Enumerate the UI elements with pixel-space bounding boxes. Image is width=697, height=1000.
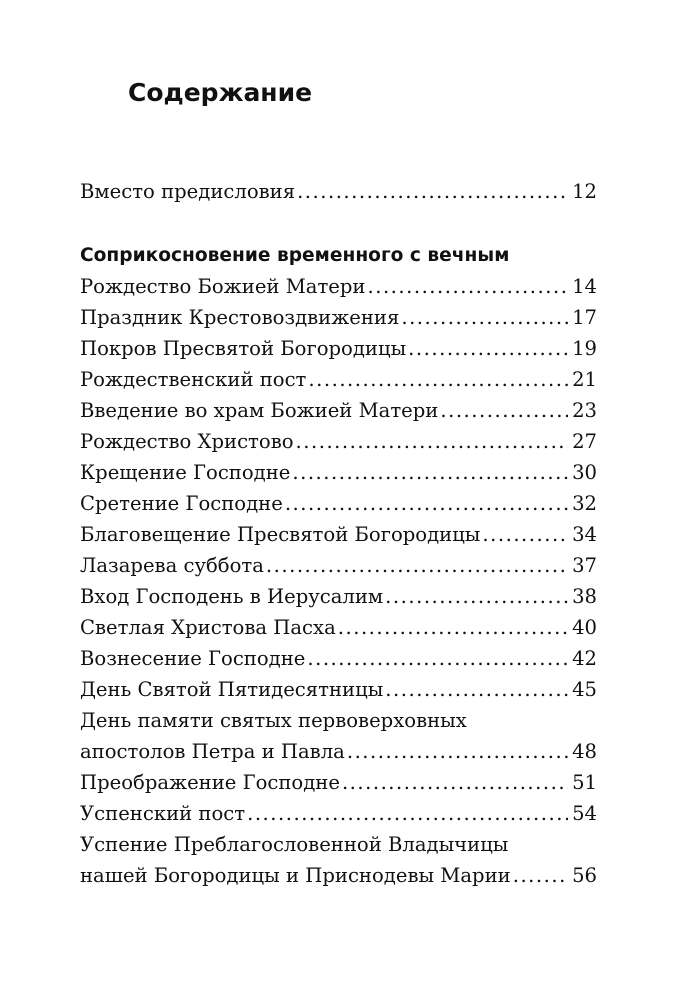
toc-entry-title: Покров Пресвятой Богородицы [80,337,407,360]
toc-entry-page: 27 [572,430,597,453]
leader-dots [440,395,568,426]
leader-dots [385,581,568,612]
toc-entry [80,767,597,798]
toc-entry [80,426,597,457]
toc-entry [80,674,597,705]
toc-entry-page: 42 [572,647,597,670]
leader-dots [513,860,568,891]
section-heading: Соприкосновение временного с вечным [80,245,510,266]
leader-dots [297,176,568,207]
toc-entry-title: Крещение Господне [80,461,291,484]
toc-entry-page: 48 [572,740,597,763]
toc-entry-title: Преображение Господне [80,771,340,794]
toc-entry-page: 17 [572,306,597,329]
toc-entry-page: 23 [572,399,597,422]
toc-entry-page: 30 [572,461,597,484]
leader-dots [247,798,568,829]
toc-preface [80,176,597,207]
toc-entry-page: 45 [572,678,597,701]
leader-dots [338,612,568,643]
toc-entry-page: 21 [572,368,597,391]
toc-entry-page: 19 [572,337,597,360]
toc-entry [80,736,597,767]
page-title: Содержание [128,78,313,107]
leader-dots [385,674,568,705]
toc-entry [80,798,597,829]
toc-entry [80,612,597,643]
toc-entry-title: Успенский пост [80,802,246,825]
leader-dots [347,736,568,767]
toc-section [80,240,597,891]
toc-entry [80,302,597,333]
leader-dots [342,767,568,798]
leader-dots [482,519,568,550]
toc-entry-page: 51 [572,771,597,794]
toc-entry-page: 37 [572,554,597,577]
toc-entry [80,581,597,612]
toc-entry-page: 54 [572,802,597,825]
toc-entry [80,519,597,550]
leader-dots [296,426,569,457]
toc-entry-title: нашей Богородицы и Приснодевы Марии [80,864,511,887]
toc-entry [80,550,597,581]
leader-dots [367,271,568,302]
toc-entry [80,271,597,302]
toc-entry-title: Светлая Христова Пасха [80,616,336,639]
toc-entry [80,860,597,891]
leader-dots [266,550,568,581]
toc-entry-title: апостолов Петра и Павла [80,740,345,763]
toc-entry-title: День Святой Пятидесятницы [80,678,384,701]
leader-dots [408,333,568,364]
toc-entry-page: 14 [572,275,597,298]
toc-entry-title: Рождество Божией Матери [80,275,366,298]
toc-entry-title: Вознесение Господне [80,647,306,670]
leader-dots [401,302,568,333]
toc-entry [80,395,597,426]
toc-entry-title: Лазарева суббота [80,554,264,577]
toc-entry-title: Праздник Крестовоздвижения [80,306,400,329]
toc-entry-title: Благовещение Пресвятой Богородицы [80,523,481,546]
toc-entry-page: 12 [572,180,597,203]
toc-entry [80,488,597,519]
toc-entry-title: Вход Господень в Иерусалим [80,585,384,608]
toc-entry-title: Рождественский пост [80,368,307,391]
leader-dots [292,457,568,488]
leader-dots [308,364,568,395]
toc-entry-page: 34 [572,523,597,546]
toc-entry-title: Введение во храм Божией Матери [80,399,439,422]
toc-entry-title-line1: День памяти святых первоверховных [80,709,467,732]
toc-entry-title: Сретение Господне [80,492,283,515]
toc-entry-page: 32 [572,492,597,515]
toc-entry-page: 56 [572,864,597,887]
toc-entry [80,457,597,488]
toc-entry-title-line1: Успение Преблагословенной Владычицы [80,833,509,856]
toc-entry [80,176,597,207]
toc-entry-title: Рождество Христово [80,430,294,453]
toc-entry-page: 40 [572,616,597,639]
leader-dots [307,643,568,674]
toc-entry-title: Вместо предисловия [80,180,296,203]
leader-dots [285,488,568,519]
toc-entry [80,643,597,674]
toc-entry-page: 38 [572,585,597,608]
toc-entry [80,333,597,364]
toc-entry [80,364,597,395]
